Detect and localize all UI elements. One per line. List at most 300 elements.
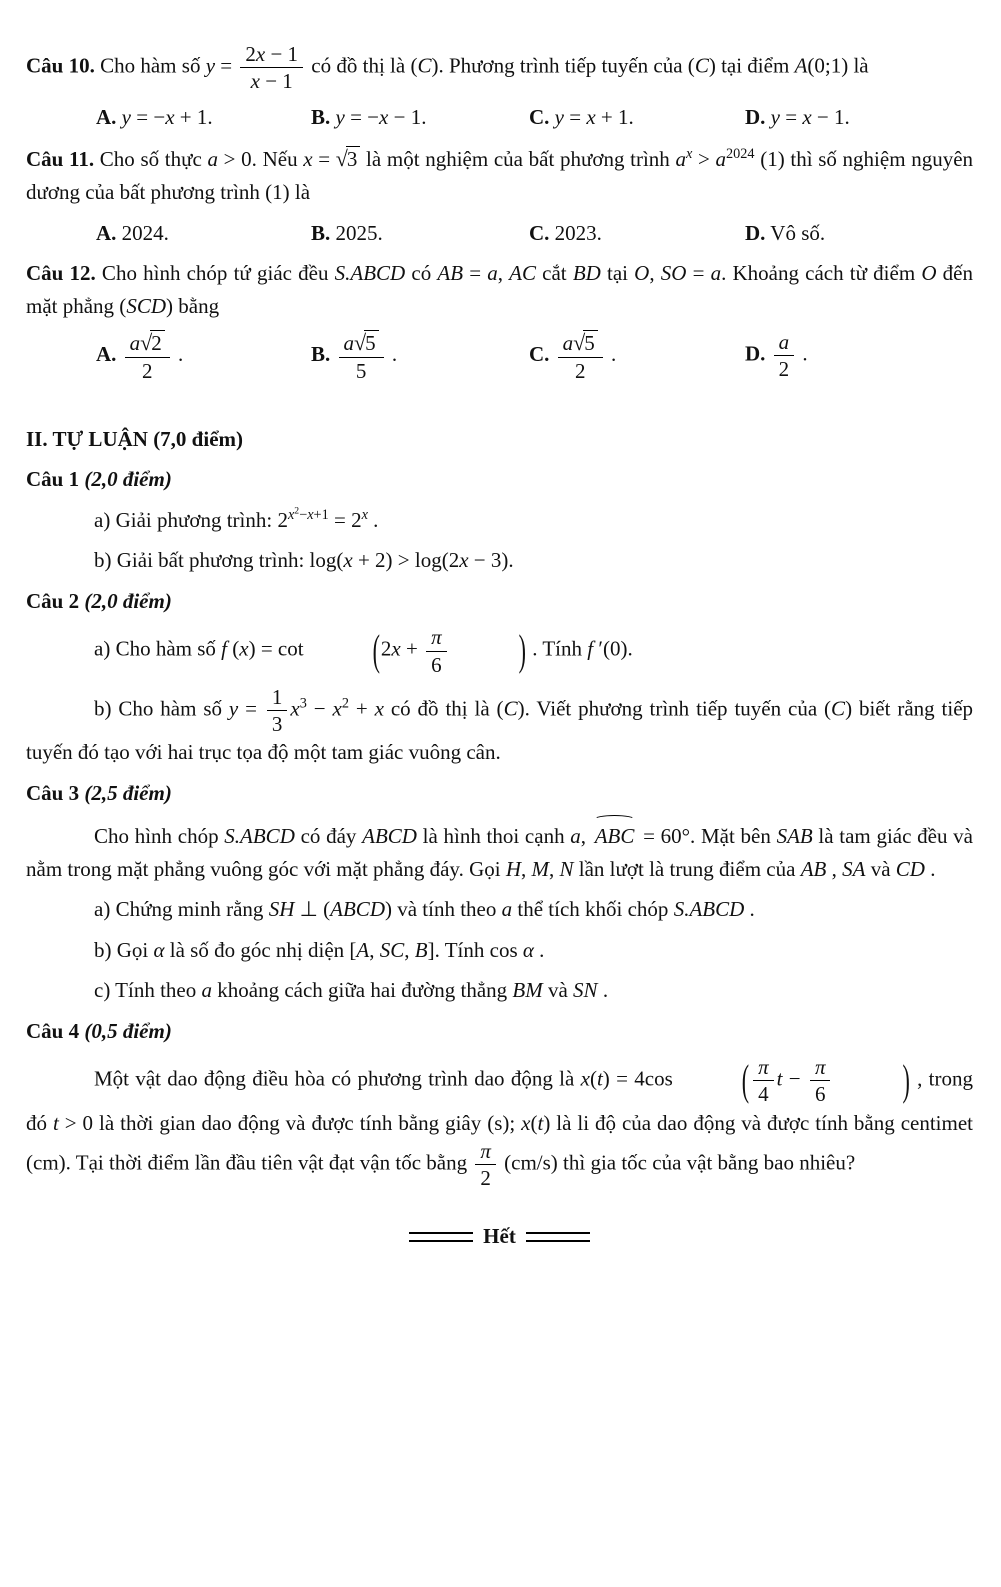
answer-option [529, 330, 745, 382]
text-run: = − [131, 105, 166, 130]
text-run: + [348, 696, 375, 721]
math-variable: ABCD [362, 824, 417, 849]
question-3a [26, 893, 973, 926]
question-10-options [96, 101, 973, 134]
text-run: 2 [245, 42, 256, 66]
text-run: và [542, 978, 574, 1003]
answer-option [96, 330, 311, 382]
text-run: thể tích khối chóp [512, 897, 674, 922]
text-run: = − [344, 105, 380, 130]
text-run: . [797, 341, 808, 366]
text-run [116, 342, 121, 366]
math-variable: BD [572, 261, 601, 286]
text-run: − 1 [265, 42, 299, 66]
text-run: a) Chứng minh rằng [94, 897, 269, 922]
answer-option [96, 101, 311, 134]
text-run: (0;1) là [807, 53, 869, 78]
question-12 [26, 257, 973, 322]
text-run: Một vật dao động điều hòa có phương trình dao động là [94, 1066, 581, 1091]
math-variable: x [343, 548, 353, 573]
math-variable: y [121, 105, 131, 130]
math-variable: SH [268, 897, 295, 922]
text-run: + 1. [174, 105, 213, 130]
big-paren: ) [518, 625, 526, 675]
text-run: ). Phương trình tiếp tuyến của ( [431, 53, 695, 78]
square-root [140, 331, 165, 355]
text-run: , [404, 937, 415, 962]
answer-option [745, 330, 973, 382]
bold-text: Câu 2 [26, 588, 85, 613]
math-variable: x [290, 696, 300, 721]
bold-text: II. TỰ LUẬN (7,0 điểm) [26, 426, 244, 451]
math-variable: CD [895, 856, 925, 881]
text-run: , [826, 856, 843, 881]
math-variable: f [221, 636, 227, 661]
text-run: ) là li độ của dao động và được tính bằng centimet (cm). Tại thời điểm lần đầu tiên vật đạt vận tốc bằng [26, 1110, 974, 1175]
text-run: ) biết rằng tiếp tuyến đó tạo với hai trục tọa độ một tam giác vuông cân. [26, 696, 974, 764]
text-run: ABC [594, 824, 635, 849]
math-variable: x [802, 105, 812, 130]
math-variable: x [250, 69, 260, 94]
answer-option [311, 101, 529, 134]
text-run: 2025. [330, 220, 383, 245]
radical-icon: √ [573, 330, 586, 356]
answer-option [96, 217, 311, 250]
fraction-numerator [774, 330, 795, 356]
square-root [354, 331, 379, 355]
text-run: . [924, 856, 936, 881]
math-variable: C [503, 696, 518, 721]
math-variable: x [379, 105, 389, 130]
text-run: . [172, 342, 184, 367]
text-run: = [312, 146, 336, 171]
superscript [288, 507, 329, 523]
fraction-numerator [125, 330, 170, 357]
question-3c [26, 974, 973, 1007]
math-fraction [339, 330, 384, 382]
fraction-denominator [125, 358, 170, 383]
text-run: − 1 [259, 69, 293, 94]
math-variable: y [335, 105, 345, 130]
answer-option [311, 330, 529, 382]
text-run: + [400, 636, 424, 661]
math-variable: BM [512, 978, 543, 1003]
text-run: . [386, 342, 398, 367]
answer-option [745, 101, 973, 134]
text-run: có [405, 261, 438, 286]
math-variable: x [391, 636, 401, 661]
text-run: có đồ thị là ( [306, 53, 418, 78]
question-2a [26, 625, 973, 676]
radicand [583, 330, 598, 355]
text-run: − [306, 696, 333, 721]
text-run: . [367, 507, 379, 532]
text-run: , [497, 261, 510, 286]
text-run: là hình thoi cạnh [416, 824, 571, 849]
text-run: − 1. [811, 105, 850, 130]
text-run: Cho hình chóp tứ giác đều [95, 261, 335, 286]
fraction-numerator [267, 685, 288, 711]
text-run: Cho số thực [94, 146, 208, 171]
math-variable: a [129, 331, 141, 356]
math-variable: a [487, 261, 498, 286]
math-variable: x [374, 696, 384, 721]
footer-rule-right [526, 1232, 590, 1242]
math-variable: S.ABCD [224, 824, 295, 849]
text-run: ( [530, 1110, 538, 1135]
text-run: 3 [271, 711, 283, 736]
math-variable: t [776, 1066, 783, 1091]
text-run: Vô số. [765, 220, 826, 245]
text-run: lần lượt là trung điểm của [573, 856, 801, 881]
bold-text: Câu 1 [26, 467, 85, 492]
text-run: ⊥ ( [294, 897, 331, 922]
text-run: có đồ thị là ( [383, 696, 504, 721]
fraction-numerator [558, 330, 603, 357]
math-fraction [240, 42, 303, 93]
math-fraction [475, 1139, 496, 1190]
text-run: ) = 4cos [602, 1066, 673, 1091]
text-run: có đáy [294, 824, 363, 849]
text-run: − 1. [388, 105, 427, 130]
math-variable: x [459, 548, 469, 573]
math-variable: π [758, 1055, 769, 1080]
text-run: 6 [814, 1082, 826, 1107]
text-run: , trong đó [26, 1066, 974, 1135]
math-variable: x [255, 42, 266, 66]
math-variable: a [710, 261, 722, 286]
math-variable: C [831, 696, 846, 721]
math-variable: a [201, 978, 213, 1003]
math-fraction [267, 685, 288, 736]
math-variable: A [794, 53, 808, 78]
text-run: > 0. Nếu [218, 146, 304, 171]
math-variable: x [287, 506, 295, 523]
bold-text: D. [745, 341, 766, 366]
text-run: ) và tính theo [384, 897, 502, 922]
text-run: b) Gọi [94, 937, 154, 962]
text-run: 2024 [726, 145, 755, 162]
math-variable: a [715, 146, 727, 171]
fraction-denominator [339, 358, 384, 383]
math-variable: x [521, 1110, 531, 1135]
math-variable: SAB [776, 824, 813, 849]
text-run: ) = cot [248, 636, 304, 661]
text-run: 2 [380, 636, 392, 661]
bold-text: Câu 3 [26, 780, 85, 805]
text-run: . [744, 897, 755, 922]
math-variable: x [332, 696, 342, 721]
text-run: − [299, 506, 308, 523]
superscript [726, 146, 755, 162]
math-variable: x [580, 1066, 590, 1091]
answer-option [529, 217, 745, 250]
answer-option [311, 217, 529, 250]
footer-label: Hết [483, 1224, 516, 1249]
text-run: b) Giải bất phương trình: log( [94, 548, 344, 573]
bold-text: D. [745, 220, 766, 245]
question-11-options [96, 217, 973, 250]
math-fraction [810, 1055, 831, 1106]
math-variable: C [417, 53, 432, 78]
bold-text: D. [745, 105, 766, 130]
radicand [150, 330, 165, 355]
bold-text: A. [96, 220, 117, 245]
footer-rule-left [409, 1232, 473, 1242]
radical-icon: √ [354, 330, 367, 356]
bold-text: C. [529, 220, 550, 245]
math-variable: SCD [126, 293, 166, 318]
big-paren: ) [902, 1055, 910, 1105]
angle-arc [592, 817, 638, 853]
text-run: +1 [313, 506, 329, 523]
fraction-denominator [753, 1081, 774, 1106]
text-run: , [549, 856, 560, 881]
math-variable: H [505, 856, 521, 881]
text-run: và [865, 856, 896, 881]
question-4-heading [26, 1015, 973, 1048]
superscript [300, 695, 307, 711]
fraction-numerator [753, 1055, 774, 1081]
math-variable: S.ABCD [673, 897, 745, 922]
math-variable: a [501, 897, 513, 922]
bold-italic-text: (2,0 điểm) [84, 588, 172, 613]
text-run: 2 [574, 358, 586, 383]
exam-content [26, 42, 973, 1190]
fraction-denominator [240, 68, 303, 93]
text-run: là tam giác đều và nằm trong mặt phẳng vuông góc với mặt phẳng đáy. Gọi [26, 824, 973, 881]
question-11 [26, 142, 973, 209]
text-run: 2 [151, 331, 162, 356]
fraction-denominator [774, 356, 795, 381]
math-variable: y [228, 696, 239, 721]
text-run: 2 [341, 695, 349, 712]
fraction-numerator [810, 1055, 831, 1081]
text-run: 3 [346, 146, 358, 171]
fraction-numerator [475, 1139, 496, 1165]
math-variable: y [205, 53, 216, 78]
text-run: = 2 [328, 507, 362, 532]
question-10 [26, 42, 973, 93]
math-fraction [774, 330, 795, 381]
text-run: 2 [480, 1166, 491, 1191]
bold-text: B. [311, 342, 331, 367]
bold-italic-text: (0,5 điểm) [84, 1018, 172, 1043]
answer-option [529, 101, 745, 134]
text-run: 6 [431, 652, 442, 677]
big-paren: ( [372, 625, 380, 675]
text-run: tại [600, 261, 635, 286]
radicand [364, 330, 379, 355]
text-run: = 60°. Mặt bên [637, 824, 777, 849]
math-variable: a [675, 146, 686, 171]
math-variable: SA [842, 856, 866, 881]
math-variable: a [562, 331, 574, 356]
question-1-heading [26, 463, 973, 496]
math-variable: AB [800, 856, 827, 881]
math-variable: B [414, 937, 428, 962]
question-3-body [26, 817, 973, 885]
fraction-denominator [267, 711, 288, 736]
text-run: . [605, 342, 617, 367]
text-run: + 2) > log(2 [352, 548, 460, 573]
question-1b [26, 544, 973, 577]
question-3-heading [26, 777, 973, 810]
fraction-numerator [426, 625, 447, 651]
bold-italic-text: (2,5 điểm) [84, 780, 172, 805]
math-variable: a [570, 824, 581, 849]
square-root [573, 331, 598, 355]
text-run: , [369, 937, 380, 962]
text-run: > 0 là thời gian dao động và được tính bằng giây (s); [58, 1110, 522, 1135]
footer [26, 1220, 973, 1253]
text-run: 2024. [116, 220, 169, 245]
text-run: = [463, 261, 488, 286]
text-run: c) Tính theo [94, 978, 202, 1003]
superscript [342, 695, 349, 711]
text-run: ′(0). [593, 636, 633, 661]
math-variable: AC [509, 261, 536, 286]
square-root [336, 147, 361, 171]
text-run: ]. Tính cos [427, 937, 523, 962]
big-paren: ( [741, 1055, 750, 1105]
question-3b [26, 934, 973, 967]
math-variable: ABCD [330, 897, 385, 922]
fraction-denominator [810, 1081, 831, 1106]
text-run: . [597, 978, 609, 1003]
math-variable: α [153, 937, 165, 962]
math-variable: C [694, 53, 709, 78]
bold-text: Câu 12. [26, 261, 96, 286]
math-variable: AB [437, 261, 464, 286]
bold-text: A. [96, 105, 117, 130]
math-variable: y [554, 105, 564, 130]
math-variable: x [165, 105, 175, 130]
math-variable: a [778, 330, 790, 355]
math-variable: t [596, 1066, 603, 1091]
text-run: khoảng cách giữa hai đường thẳng [212, 978, 513, 1003]
math-fraction [753, 1055, 774, 1106]
math-variable: SO [660, 261, 687, 286]
bold-text: B. [311, 105, 331, 130]
bold-text: B. [311, 220, 331, 245]
math-variable: f [587, 636, 594, 661]
math-variable: x [239, 636, 249, 661]
bold-italic-text: (2,0 điểm) [84, 467, 172, 492]
text-run: ) tại điểm [708, 53, 795, 78]
text-run: 1 [271, 684, 283, 709]
text-run: . [533, 937, 545, 962]
math-variable: a [207, 146, 218, 171]
text-run: > [692, 146, 716, 171]
radicand [346, 146, 361, 171]
text-run: a) Giải phương trình: 2 [94, 507, 288, 532]
bold-text: Câu 10. [26, 53, 95, 78]
bold-text: C. [529, 342, 550, 367]
radical-icon: √ [335, 145, 348, 171]
math-variable: x [307, 506, 314, 523]
text-run: 2 [294, 505, 300, 517]
math-variable: π [480, 1139, 491, 1164]
fraction-denominator [426, 652, 447, 677]
text-run: 4 [758, 1082, 769, 1107]
answer-option [745, 217, 973, 250]
text-run: (cm/s) thì gia tốc của vật bằng bao nhiêu? [498, 1150, 856, 1175]
fraction-numerator [339, 330, 384, 357]
question-12-options [96, 330, 973, 382]
math-variable: O [921, 261, 937, 286]
math-variable: π [814, 1055, 826, 1080]
text-run: = [238, 696, 264, 721]
text-run: . Tính [526, 636, 588, 661]
text-run: = [686, 261, 711, 286]
text-run: ( [227, 636, 240, 661]
text-run: Cho hình chóp [94, 824, 225, 849]
text-run: ) bằng [166, 293, 220, 318]
bold-text: Câu 11. [26, 146, 95, 171]
question-4-body [26, 1055, 973, 1190]
text-run: b) Cho hàm số [94, 696, 229, 721]
text-run [549, 342, 554, 366]
text-run: + 1. [595, 105, 634, 130]
text-run [330, 342, 335, 366]
math-variable: π [431, 625, 442, 650]
text-run: − 3). [468, 548, 514, 573]
math-fraction [558, 330, 603, 382]
text-run: a) Cho hàm số [94, 636, 222, 661]
text-run: ). Viết phương trình tiếp tuyến của ( [517, 696, 832, 721]
text-run: , [649, 261, 661, 286]
math-variable: t [52, 1110, 59, 1135]
text-run: đến mặt phẳng ( [26, 261, 974, 318]
text-run: − [782, 1066, 807, 1091]
text-run: = [564, 105, 587, 130]
text-run [765, 342, 770, 366]
section-2-heading [26, 423, 973, 456]
text-run: là một nghiệm của bất phương trình [360, 146, 676, 171]
text-run: = [780, 105, 803, 130]
question-1a [26, 504, 973, 537]
math-fraction [426, 625, 447, 676]
question-2b [26, 685, 973, 769]
bold-text: Câu 4 [26, 1018, 85, 1043]
fraction-denominator [558, 358, 603, 383]
text-run: ( [589, 1066, 597, 1091]
text-run: là số đo góc nhị diện [ [164, 937, 357, 962]
text-run: , [521, 856, 532, 881]
fraction-numerator [240, 42, 303, 68]
text-run: Cho hàm số [94, 53, 206, 78]
math-variable: SN [573, 978, 598, 1003]
math-variable: y [770, 105, 780, 130]
text-run: , [580, 824, 592, 849]
math-variable: A [356, 937, 370, 962]
text-run: 2 [141, 358, 153, 383]
math-variable: x [303, 146, 313, 171]
math-variable: S.ABCD [334, 261, 406, 286]
math-fraction [125, 330, 170, 382]
bold-text: A. [96, 342, 117, 367]
text-run: 5 [584, 331, 595, 356]
text-run: cắt [535, 261, 573, 286]
question-2-heading [26, 585, 973, 618]
math-variable: N [559, 856, 574, 881]
text-run: . Khoảng cách từ điểm [721, 261, 922, 286]
text-run: 2023. [549, 220, 602, 245]
math-variable: M [531, 856, 549, 881]
text-run: 3 [299, 695, 307, 712]
math-variable: x [361, 506, 368, 523]
